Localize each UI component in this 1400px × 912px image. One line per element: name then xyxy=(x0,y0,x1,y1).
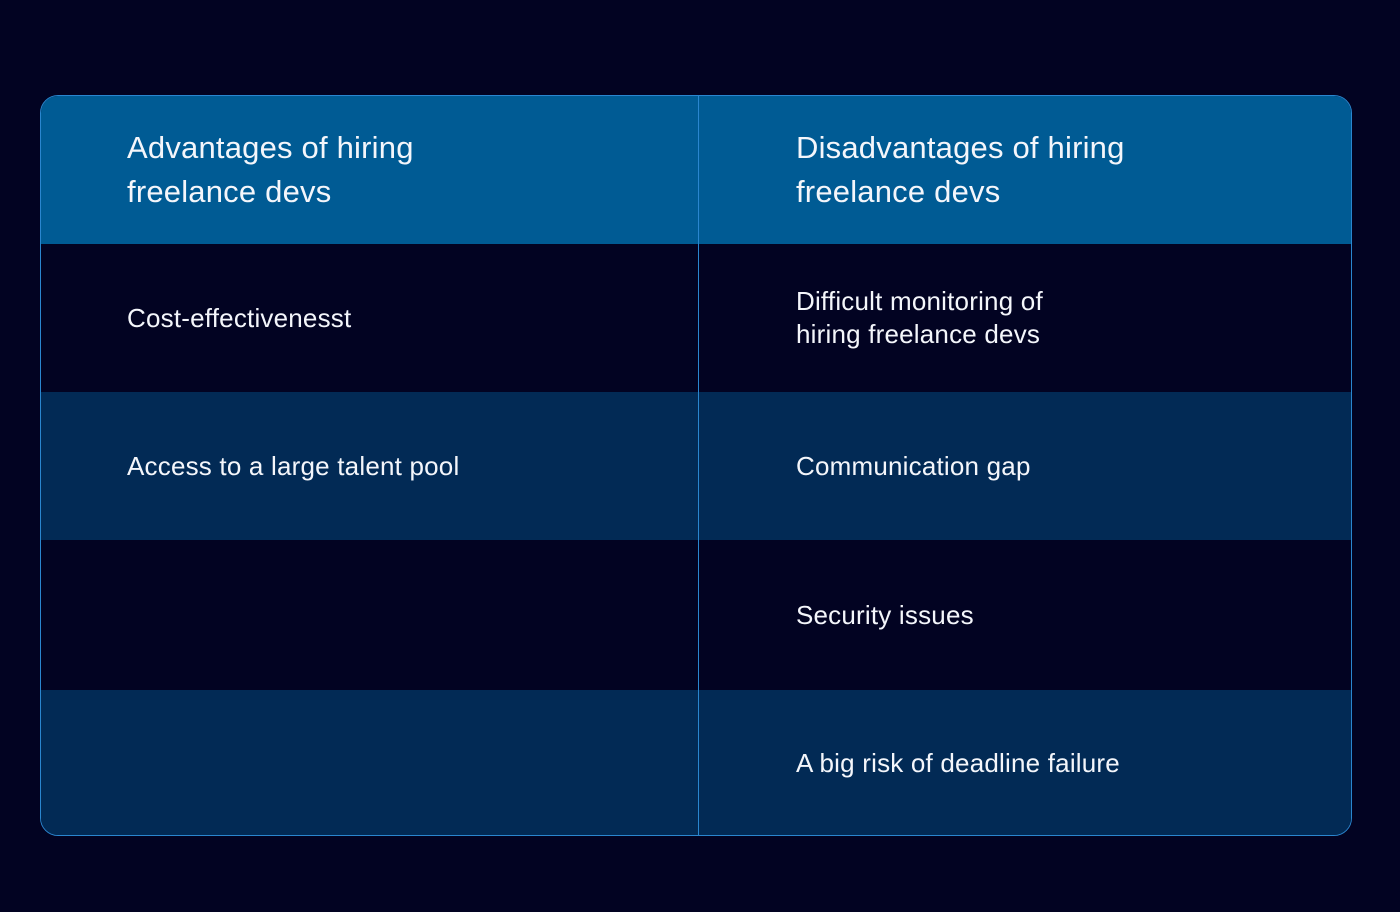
advantages-heading: Advantages of hiring freelance devs xyxy=(127,130,414,209)
advantage-cell xyxy=(41,540,697,690)
table-row xyxy=(41,244,1351,392)
disadvantage-cell xyxy=(697,392,1351,540)
disadvantage-text: Difficult monitoring of hiring freelance devs xyxy=(795,286,1043,349)
disadvantage-text: A big risk of deadline failure xyxy=(795,748,1120,778)
table-row xyxy=(41,690,1351,836)
advantage-cell xyxy=(41,244,697,392)
disadvantage-cell xyxy=(697,244,1351,392)
table-header-row xyxy=(41,96,1351,244)
advantage-cell xyxy=(41,392,697,540)
advantage-text: Cost-effectivenesst xyxy=(127,302,352,333)
table-row xyxy=(41,392,1351,540)
disadvantages-heading: Disadvantages of hiring freelance devs xyxy=(795,130,1125,209)
disadvantage-text: Security issues xyxy=(795,599,974,630)
advantage-text: Access to a large talent pool xyxy=(127,450,460,481)
advantage-cell xyxy=(41,690,697,836)
disadvantage-cell xyxy=(697,690,1351,836)
header-cell-disadvantages xyxy=(697,96,1351,244)
comparison-table xyxy=(40,95,1352,836)
column-divider xyxy=(698,96,699,835)
header-cell-advantages xyxy=(41,96,697,244)
disadvantage-text: Communication gap xyxy=(795,450,1031,481)
table-row xyxy=(41,540,1351,690)
disadvantage-cell xyxy=(697,540,1351,690)
